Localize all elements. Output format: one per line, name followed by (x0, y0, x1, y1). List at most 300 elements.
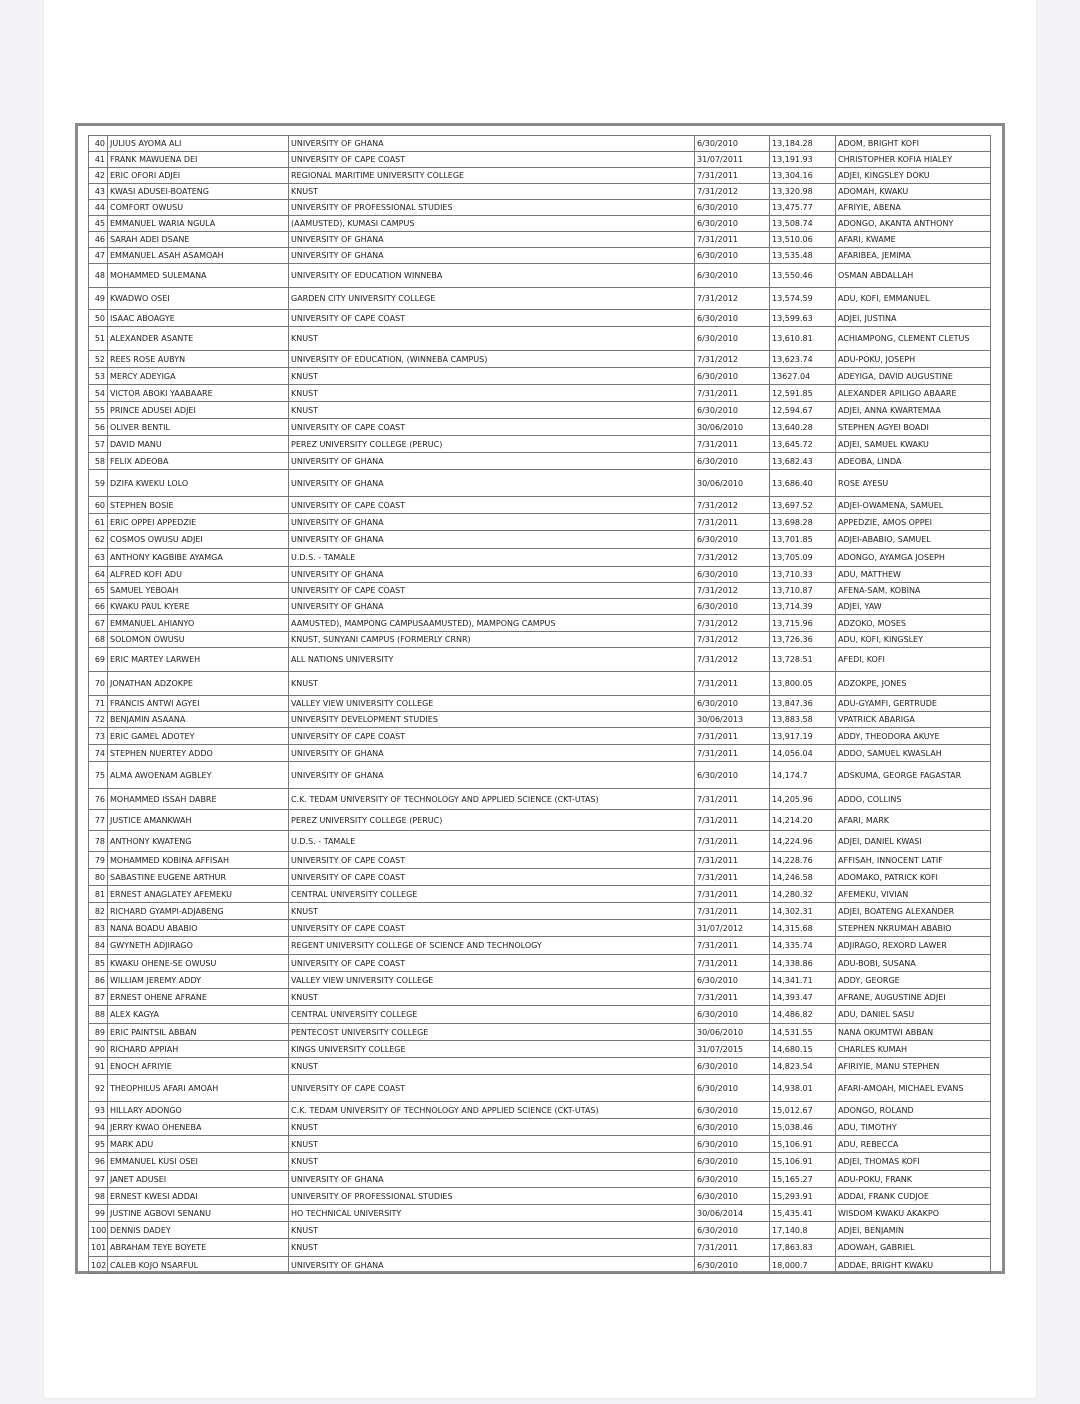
date-cell: 7/31/2012 (695, 648, 770, 672)
row-number-cell: 65 (89, 583, 108, 599)
name-cell: KWASI ADUSEI-BOATENG (108, 184, 289, 200)
date-cell: 6/30/2010 (695, 972, 770, 989)
amount-cell: 14,205.96 (770, 789, 836, 810)
guarantor-cell: AFARI, KWAME (836, 232, 991, 248)
date-cell: 6/30/2010 (695, 402, 770, 419)
institution-cell: UNIVERSITY OF GHANA (289, 514, 695, 531)
date-cell: 7/31/2012 (695, 497, 770, 514)
guarantor-cell: ADDY, THEODORA AKUYE (836, 728, 991, 745)
table-row (89, 886, 991, 903)
institution-cell: KNUST (289, 1153, 695, 1171)
date-cell: 6/30/2010 (695, 1006, 770, 1024)
name-cell: KWADWO OSEI (108, 288, 289, 310)
guarantor-cell: ADU, KOFI, KINGSLEY (836, 632, 991, 648)
guarantor-cell: ADU-POKU, JOSEPH (836, 351, 991, 368)
date-cell: 6/30/2010 (695, 1058, 770, 1075)
guarantor-cell: ACHIAMPONG, CLEMENT CLETUS (836, 327, 991, 351)
guarantor-cell: AFENA-SAM, KOBINA (836, 583, 991, 599)
table-row (89, 385, 991, 402)
row-number-cell: 56 (89, 419, 108, 436)
name-cell: ERIC MARTEY LARWEH (108, 648, 289, 672)
row-number-cell: 48 (89, 264, 108, 288)
row-number-cell: 43 (89, 184, 108, 200)
row-number-cell: 80 (89, 869, 108, 886)
institution-cell: KNUST (289, 327, 695, 351)
amount-cell: 13,800.05 (770, 672, 836, 696)
date-cell: 6/30/2010 (695, 264, 770, 288)
institution-cell: UNIVERSITY OF GHANA (289, 232, 695, 248)
date-cell: 7/31/2011 (695, 852, 770, 869)
institution-cell: PEREZ UNIVERSITY COLLEGE (PERUC) (289, 810, 695, 831)
date-cell: 6/30/2010 (695, 310, 770, 327)
amount-cell: 14,214.20 (770, 810, 836, 831)
name-cell: DAVID MANU (108, 436, 289, 453)
institution-cell: KINGS UNIVERSITY COLLEGE (289, 1041, 695, 1058)
row-number-cell: 49 (89, 288, 108, 310)
guarantor-cell: AFARI-AMOAH, MICHAEL EVANS (836, 1075, 991, 1102)
table-row (89, 288, 991, 310)
amount-cell: 14,680.15 (770, 1041, 836, 1058)
row-number-cell: 96 (89, 1153, 108, 1171)
amount-cell: 14,056.04 (770, 745, 836, 762)
institution-cell: UNIVERSITY OF CAPE COAST (289, 152, 695, 168)
name-cell: ERNEST ANAGLATEY AFEMEKU (108, 886, 289, 903)
row-number-cell: 44 (89, 200, 108, 216)
row-number-cell: 101 (89, 1239, 108, 1257)
table-row (89, 327, 991, 351)
amount-cell: 15,038.46 (770, 1119, 836, 1136)
table-row (89, 810, 991, 831)
amount-cell: 13,645.72 (770, 436, 836, 453)
amount-cell: 14,174.7 (770, 762, 836, 789)
row-number-cell: 62 (89, 531, 108, 549)
date-cell: 7/31/2011 (695, 869, 770, 886)
guarantor-cell: ADJEI, SAMUEL KWAKU (836, 436, 991, 453)
row-number-cell: 53 (89, 368, 108, 385)
row-number-cell: 95 (89, 1136, 108, 1153)
date-cell: 7/31/2011 (695, 168, 770, 184)
name-cell: WILLIAM JEREMY ADDY (108, 972, 289, 989)
institution-cell: KNUST (289, 1136, 695, 1153)
date-cell: 30/06/2014 (695, 1205, 770, 1222)
guarantor-cell: VPATRICK ABARIGA (836, 712, 991, 728)
amount-cell: 14,228.76 (770, 852, 836, 869)
amount-cell: 14,224.96 (770, 831, 836, 852)
table-row (89, 989, 991, 1006)
guarantor-cell: CHRISTOPHER KOFIA HIALEY (836, 152, 991, 168)
amount-cell: 13,623.74 (770, 351, 836, 368)
date-cell: 7/31/2011 (695, 514, 770, 531)
institution-cell: VALLEY VIEW UNIVERSITY COLLEGE (289, 972, 695, 989)
amount-cell: 13,701.85 (770, 531, 836, 549)
name-cell: RICHARD APPIAH (108, 1041, 289, 1058)
date-cell: 7/31/2011 (695, 831, 770, 852)
name-cell: JUSTINE AGBOVI SENANU (108, 1205, 289, 1222)
name-cell: SAMUEL YEBOAH (108, 583, 289, 599)
institution-cell: KNUST (289, 1119, 695, 1136)
institution-cell: KNUST (289, 672, 695, 696)
amount-cell: 15,106.91 (770, 1136, 836, 1153)
table-row (89, 648, 991, 672)
guarantor-cell: ADONGO, ROLAND (836, 1102, 991, 1119)
date-cell: 6/30/2010 (695, 327, 770, 351)
table-row (89, 168, 991, 184)
date-cell: 7/31/2011 (695, 955, 770, 972)
amount-cell: 13627.04 (770, 368, 836, 385)
date-cell: 7/31/2011 (695, 810, 770, 831)
date-cell: 7/31/2012 (695, 351, 770, 368)
amount-cell: 13,610.81 (770, 327, 836, 351)
row-number-cell: 78 (89, 831, 108, 852)
row-number-cell: 47 (89, 248, 108, 264)
row-number-cell: 41 (89, 152, 108, 168)
date-cell: 7/31/2011 (695, 789, 770, 810)
guarantor-cell: WISDOM KWAKU AKAKPO (836, 1205, 991, 1222)
amount-cell: 14,823.54 (770, 1058, 836, 1075)
guarantor-cell: AFEDI, KOFI (836, 648, 991, 672)
institution-cell: KNUST, SUNYANI CAMPUS (FORMERLY CRNR) (289, 632, 695, 648)
institution-cell: UNIVERSITY OF PROFESSIONAL STUDIES (289, 1188, 695, 1205)
date-cell: 7/31/2012 (695, 288, 770, 310)
institution-cell: PENTECOST UNIVERSITY COLLEGE (289, 1024, 695, 1041)
date-cell: 6/30/2010 (695, 567, 770, 583)
date-cell: 7/31/2011 (695, 232, 770, 248)
date-cell: 7/31/2012 (695, 632, 770, 648)
date-cell: 31/07/2015 (695, 1041, 770, 1058)
date-cell: 30/06/2010 (695, 1024, 770, 1041)
row-number-cell: 68 (89, 632, 108, 648)
name-cell: ALEXANDER ASANTE (108, 327, 289, 351)
table-row (89, 567, 991, 583)
name-cell: PRINCE ADUSEI ADJEI (108, 402, 289, 419)
institution-cell: UNIVERSITY OF CAPE COAST (289, 869, 695, 886)
row-number-cell: 46 (89, 232, 108, 248)
name-cell: ANTHONY KAGBIBE AYAMGA (108, 549, 289, 567)
guarantor-cell: ADU-BOBI, SUSANA (836, 955, 991, 972)
institution-cell: UNIVERSITY OF EDUCATION WINNEBA (289, 264, 695, 288)
amount-cell: 13,710.87 (770, 583, 836, 599)
table-row (89, 264, 991, 288)
amount-cell: 14,338.86 (770, 955, 836, 972)
guarantor-cell: STEPHEN NKRUMAH ABABIO (836, 920, 991, 937)
amount-cell: 13,686.40 (770, 470, 836, 497)
table-row (89, 531, 991, 549)
institution-cell: UNIVERSITY OF CAPE COAST (289, 920, 695, 937)
institution-cell: KNUST (289, 989, 695, 1006)
table-row (89, 1058, 991, 1075)
amount-cell: 13,715.96 (770, 615, 836, 632)
amount-cell: 13,917.19 (770, 728, 836, 745)
name-cell: SABASTINE EUGENE ARTHUR (108, 869, 289, 886)
amount-cell: 14,246.58 (770, 869, 836, 886)
guarantor-cell: ADJEI, JUSTINA (836, 310, 991, 327)
amount-cell: 12,594.67 (770, 402, 836, 419)
guarantor-cell: AFRIYIE, ABENA (836, 200, 991, 216)
row-number-cell: 99 (89, 1205, 108, 1222)
row-number-cell: 45 (89, 216, 108, 232)
guarantor-cell: AFEMEKU, VIVIAN (836, 886, 991, 903)
row-number-cell: 94 (89, 1119, 108, 1136)
name-cell: ABRAHAM TEYE BOYETE (108, 1239, 289, 1257)
amount-cell: 13,697.52 (770, 497, 836, 514)
amount-cell: 13,550.46 (770, 264, 836, 288)
guarantor-cell: ADJEI, ANNA KWARTEMAA (836, 402, 991, 419)
institution-cell: KNUST (289, 903, 695, 920)
date-cell: 6/30/2010 (695, 136, 770, 152)
institution-cell: UNIVERSITY OF GHANA (289, 470, 695, 497)
institution-cell: GARDEN CITY UNIVERSITY COLLEGE (289, 288, 695, 310)
institution-cell: C.K. TEDAM UNIVERSITY OF TECHNOLOGY AND APPLIED SCIENCE (CKT-UTAS) (289, 789, 695, 810)
institution-cell: ALL NATIONS UNIVERSITY (289, 648, 695, 672)
guarantor-cell: ADONGO, AKANTA ANTHONY (836, 216, 991, 232)
amount-cell: 13,475.77 (770, 200, 836, 216)
amount-cell: 13,640.28 (770, 419, 836, 436)
name-cell: JONATHAN ADZOKPE (108, 672, 289, 696)
date-cell: 7/31/2011 (695, 436, 770, 453)
date-cell: 6/30/2010 (695, 1222, 770, 1239)
institution-cell: UNIVERSITY OF GHANA (289, 762, 695, 789)
date-cell: 30/06/2010 (695, 470, 770, 497)
institution-cell: UNIVERSITY OF CAPE COAST (289, 497, 695, 514)
name-cell: ALFRED KOFI ADU (108, 567, 289, 583)
row-number-cell: 55 (89, 402, 108, 419)
row-number-cell: 84 (89, 937, 108, 955)
name-cell: COSMOS OWUSU ADJEI (108, 531, 289, 549)
guarantor-cell: ADOMAKO, PATRICK KOFI (836, 869, 991, 886)
name-cell: FRANCIS ANTWI AGYEI (108, 696, 289, 712)
institution-cell: UNIVERSITY OF GHANA (289, 531, 695, 549)
amount-cell: 13,510.06 (770, 232, 836, 248)
institution-cell: UNIVERSITY OF CAPE COAST (289, 728, 695, 745)
guarantor-cell: ADU, TIMOTHY (836, 1119, 991, 1136)
date-cell: 7/31/2011 (695, 989, 770, 1006)
guarantor-cell: ADOMAH, KWAKU (836, 184, 991, 200)
name-cell: STEPHEN NUERTEY ADDO (108, 745, 289, 762)
row-number-cell: 85 (89, 955, 108, 972)
institution-cell: UNIVERSITY OF GHANA (289, 136, 695, 152)
table-row (89, 1102, 991, 1119)
date-cell: 6/30/2010 (695, 762, 770, 789)
row-number-cell: 64 (89, 567, 108, 583)
table-row (89, 920, 991, 937)
row-number-cell: 69 (89, 648, 108, 672)
date-cell: 6/30/2010 (695, 1136, 770, 1153)
amount-cell: 14,315.68 (770, 920, 836, 937)
institution-cell: KNUST (289, 1058, 695, 1075)
amount-cell: 13,304.16 (770, 168, 836, 184)
table-row (89, 852, 991, 869)
guarantor-cell: ADONGO, AYAMGA JOSEPH (836, 549, 991, 567)
date-cell: 7/31/2011 (695, 937, 770, 955)
name-cell: ENOCH AFRIYIE (108, 1058, 289, 1075)
amount-cell: 15,293.91 (770, 1188, 836, 1205)
name-cell: STEPHEN BOSIE (108, 497, 289, 514)
name-cell: GWYNETH ADJIRAGO (108, 937, 289, 955)
institution-cell: CENTRAL UNIVERSITY COLLEGE (289, 1006, 695, 1024)
guarantor-cell: APPEDZIE, AMOS OPPEI (836, 514, 991, 531)
table-row (89, 402, 991, 419)
guarantor-cell: ADDO, COLLINS (836, 789, 991, 810)
guarantor-cell: ADZOKPE, JONES (836, 672, 991, 696)
name-cell: MERCY ADEYIGA (108, 368, 289, 385)
date-cell: 7/31/2011 (695, 672, 770, 696)
date-cell: 6/30/2010 (695, 453, 770, 470)
institution-cell: U.D.S. - TAMALE (289, 549, 695, 567)
row-number-cell: 77 (89, 810, 108, 831)
guarantor-cell: OSMAN ABDALLAH (836, 264, 991, 288)
date-cell: 6/30/2010 (695, 1102, 770, 1119)
name-cell: THEOPHILUS AFARI AMOAH (108, 1075, 289, 1102)
amount-cell: 14,280.32 (770, 886, 836, 903)
institution-cell: PEREZ UNIVERSITY COLLEGE (PERUC) (289, 436, 695, 453)
row-number-cell: 83 (89, 920, 108, 937)
name-cell: ANTHONY KWATENG (108, 831, 289, 852)
institution-cell: UNIVERSITY OF CAPE COAST (289, 419, 695, 436)
table-row (89, 1119, 991, 1136)
name-cell: ERIC PAINTSIL ABBAN (108, 1024, 289, 1041)
date-cell: 6/30/2010 (695, 1257, 770, 1274)
row-number-cell: 61 (89, 514, 108, 531)
table-row (89, 514, 991, 531)
table-row (89, 216, 991, 232)
date-cell: 7/31/2012 (695, 615, 770, 632)
amount-cell: 14,938.01 (770, 1075, 836, 1102)
row-number-cell: 54 (89, 385, 108, 402)
table-row (89, 937, 991, 955)
date-cell: 7/31/2011 (695, 1239, 770, 1257)
table-row (89, 672, 991, 696)
amount-cell: 18,000.7 (770, 1257, 836, 1274)
amount-cell: 14,302.31 (770, 903, 836, 920)
date-cell: 6/30/2010 (695, 216, 770, 232)
table-row (89, 1205, 991, 1222)
table-row (89, 310, 991, 327)
institution-cell: UNIVERSITY OF GHANA (289, 599, 695, 615)
amount-cell: 14,335.74 (770, 937, 836, 955)
table-row (89, 419, 991, 436)
table-row (89, 351, 991, 368)
table-row (89, 696, 991, 712)
guarantor-cell: ALEXANDER APILIGO ABAARE (836, 385, 991, 402)
amount-cell: 13,698.28 (770, 514, 836, 531)
amount-cell: 13,508.74 (770, 216, 836, 232)
guarantor-cell: ADU-POKU, FRANK (836, 1171, 991, 1188)
table-row (89, 955, 991, 972)
institution-cell: UNIVERSITY OF CAPE COAST (289, 955, 695, 972)
name-cell: JANET ADUSEI (108, 1171, 289, 1188)
guarantor-cell: ADJEI, BOATENG ALEXANDER (836, 903, 991, 920)
amount-cell: 14,531.55 (770, 1024, 836, 1041)
table-row (89, 200, 991, 216)
institution-cell: UNIVERSITY OF CAPE COAST (289, 583, 695, 599)
row-number-cell: 89 (89, 1024, 108, 1041)
table-row (89, 1257, 991, 1274)
name-cell: EMMANUEL WARIA NGULA (108, 216, 289, 232)
guarantor-cell: AFRANE, AUGUSTINE ADJEI (836, 989, 991, 1006)
date-cell: 30/06/2013 (695, 712, 770, 728)
date-cell: 30/06/2010 (695, 419, 770, 436)
guarantor-cell: ADEYIGA, DAVID AUGUSTINE (836, 368, 991, 385)
amount-cell: 13,535.48 (770, 248, 836, 264)
guarantor-cell: ADOM, BRIGHT KOFI (836, 136, 991, 152)
amount-cell: 13,191.93 (770, 152, 836, 168)
institution-cell: UNIVERSITY OF CAPE COAST (289, 310, 695, 327)
table-row (89, 972, 991, 989)
name-cell: REES ROSE AUBYN (108, 351, 289, 368)
guarantor-cell: NANA OKUMTWI ABBAN (836, 1024, 991, 1041)
institution-cell: UNIVERSITY OF CAPE COAST (289, 852, 695, 869)
institution-cell: HO TECHNICAL UNIVERSITY (289, 1205, 695, 1222)
institution-cell: KNUST (289, 402, 695, 419)
date-cell: 7/31/2012 (695, 549, 770, 567)
table-row (89, 549, 991, 567)
guarantor-cell: ADU, DANIEL SASU (836, 1006, 991, 1024)
guarantor-cell: ADU-GYAMFI, GERTRUDE (836, 696, 991, 712)
table-row (89, 615, 991, 632)
institution-cell: UNIVERSITY OF CAPE COAST (289, 1075, 695, 1102)
table-row (89, 453, 991, 470)
date-cell: 31/07/2011 (695, 152, 770, 168)
table-row (89, 136, 991, 152)
guarantor-cell: ADJEI-ABABIO, SAMUEL (836, 531, 991, 549)
name-cell: MOHAMMED ISSAH DABRE (108, 789, 289, 810)
table-row (89, 745, 991, 762)
name-cell: SOLOMON OWUSU (108, 632, 289, 648)
date-cell: 6/30/2010 (695, 1119, 770, 1136)
row-number-cell: 81 (89, 886, 108, 903)
amount-cell: 14,341.71 (770, 972, 836, 989)
row-number-cell: 73 (89, 728, 108, 745)
amount-cell: 15,435.41 (770, 1205, 836, 1222)
table-body (89, 136, 991, 1274)
table-row (89, 1136, 991, 1153)
name-cell: FELIX ADEOBA (108, 453, 289, 470)
institution-cell: (AAMUSTED), KUMASI CAMPUS (289, 216, 695, 232)
row-number-cell: 86 (89, 972, 108, 989)
amount-cell: 13,682.43 (770, 453, 836, 470)
row-number-cell: 58 (89, 453, 108, 470)
date-cell: 6/30/2010 (695, 1153, 770, 1171)
date-cell: 6/30/2010 (695, 248, 770, 264)
table-row (89, 184, 991, 200)
row-number-cell: 67 (89, 615, 108, 632)
row-number-cell: 87 (89, 989, 108, 1006)
institution-cell: C.K. TEDAM UNIVERSITY OF TECHNOLOGY AND APPLIED SCIENCE (CKT-UTAS) (289, 1102, 695, 1119)
table-row (89, 599, 991, 615)
table-row (89, 470, 991, 497)
amount-cell: 13,883.58 (770, 712, 836, 728)
date-cell: 6/30/2010 (695, 200, 770, 216)
name-cell: ALMA AWOENAM AGBLEY (108, 762, 289, 789)
institution-cell: UNIVERSITY OF GHANA (289, 1257, 695, 1274)
date-cell: 7/31/2011 (695, 903, 770, 920)
amount-cell: 13,726.36 (770, 632, 836, 648)
institution-cell: REGENT UNIVERSITY COLLEGE OF SCIENCE AND TECHNOLOGY (289, 937, 695, 955)
amount-cell: 13,714.39 (770, 599, 836, 615)
name-cell: JUSTICE AMANKWAH (108, 810, 289, 831)
row-number-cell: 93 (89, 1102, 108, 1119)
name-cell: CALEB KOJO NSARFUL (108, 1257, 289, 1274)
guarantor-cell: STEPHEN AGYEI BOADI (836, 419, 991, 436)
table-row (89, 1041, 991, 1058)
name-cell: COMFORT OWUSU (108, 200, 289, 216)
name-cell: VICTOR ABOKI YAABAARE (108, 385, 289, 402)
institution-cell: UNIVERSITY OF GHANA (289, 745, 695, 762)
name-cell: ERIC GAMEL ADOTEY (108, 728, 289, 745)
amount-cell: 15,012.67 (770, 1102, 836, 1119)
amount-cell: 12,591.85 (770, 385, 836, 402)
amount-cell: 13,574.59 (770, 288, 836, 310)
